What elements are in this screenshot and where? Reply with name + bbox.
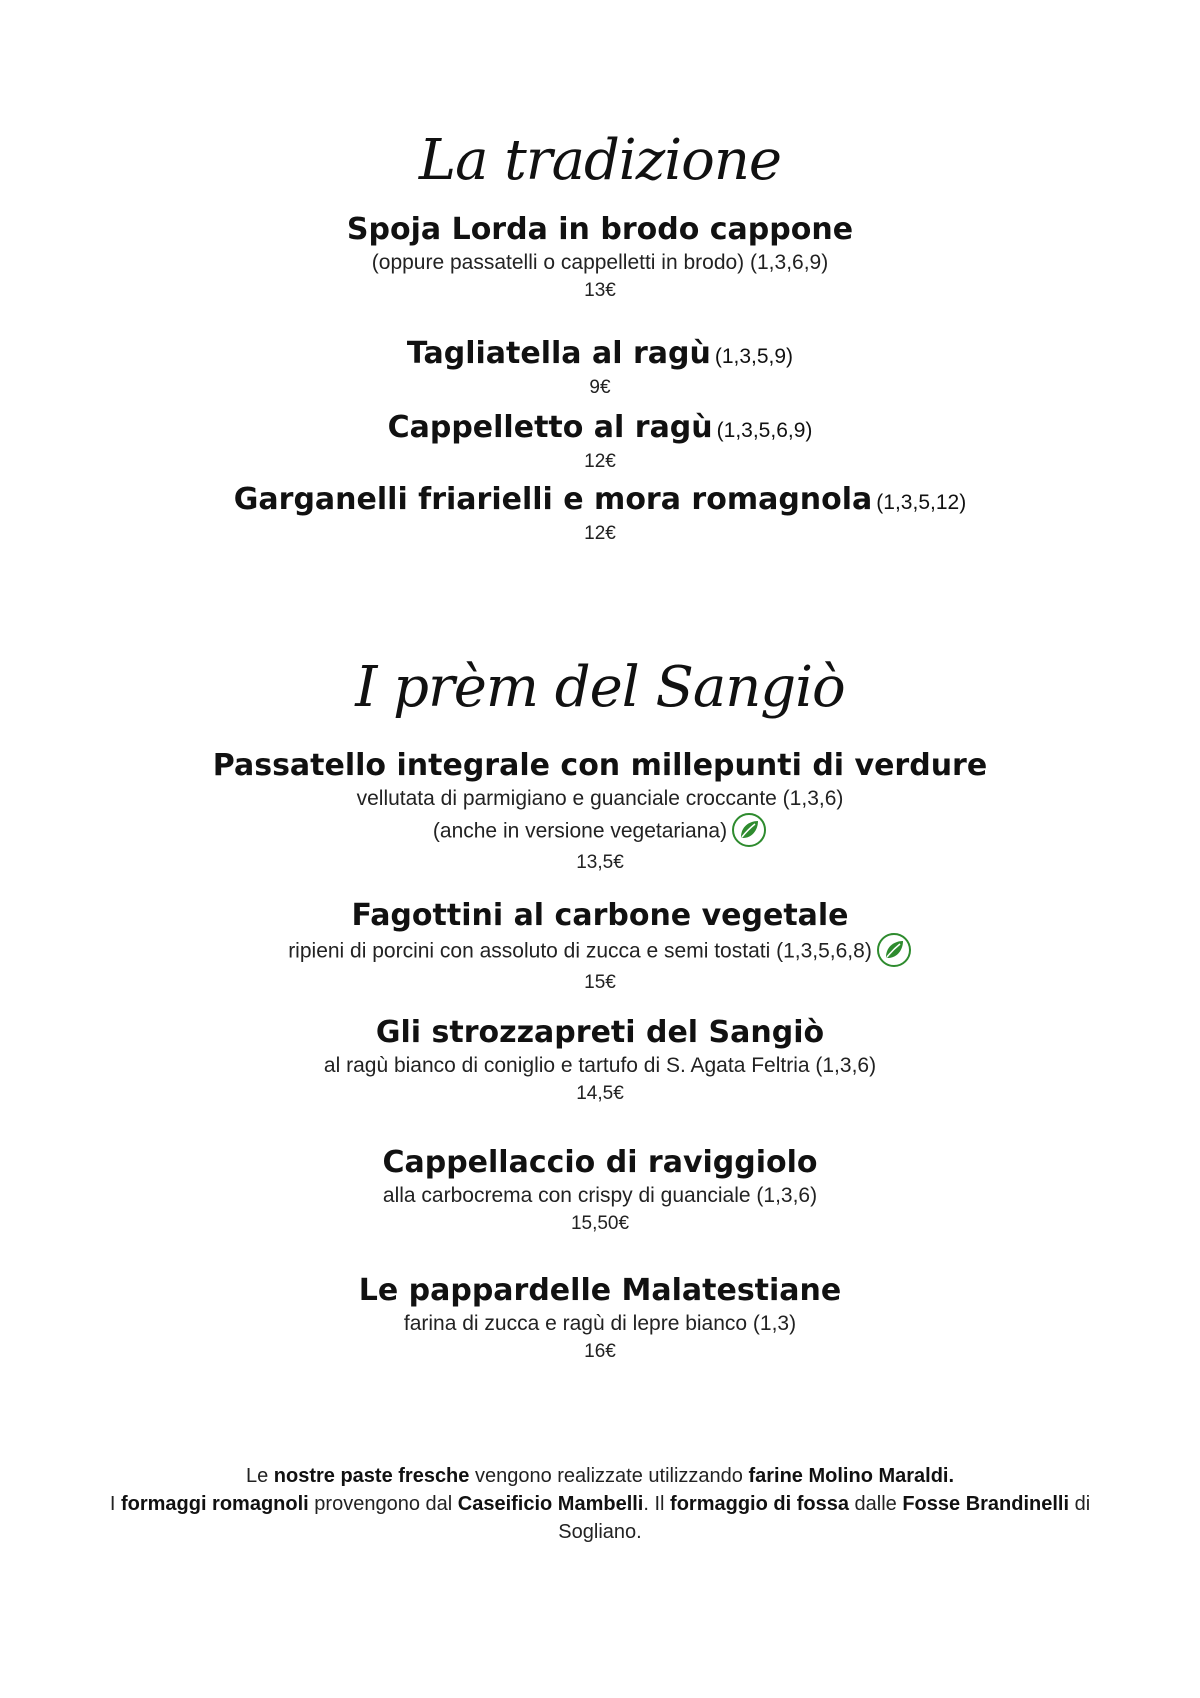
dish-tagliatella (0, 336, 1200, 401)
dish-name: Gli strozzapreti del Sangiò (375, 1015, 825, 1050)
dish-price: 15€ (584, 972, 616, 993)
dish-name: Le pappardelle Malatestiane (358, 1273, 842, 1308)
dish-fagottini (0, 898, 1200, 996)
dish-description: alla carbocrema con crispy di guanciale (1,3,6) (382, 1184, 818, 1207)
dish-price: 15,50€ (570, 1213, 630, 1234)
dish-name-row (0, 482, 1200, 521)
footer-text: I (109, 1493, 121, 1515)
dish-price: 13,5€ (576, 852, 624, 873)
dish-strozzapreti (0, 1015, 1200, 1107)
dish-name: Passatello integrale con millepunti di verdure (212, 748, 988, 783)
dish-description: vellutata di parmigiano e guanciale croccante (1,3,6) (356, 787, 844, 810)
dish-allergens: (1,3,5,12) (876, 491, 967, 514)
footer-highlight: formaggi romagnoli (120, 1493, 309, 1515)
dish-name: Cappelletto al ragù (387, 410, 713, 445)
footer-highlight: farine Molino Maraldi. (748, 1465, 955, 1487)
dish-price: 12€ (584, 523, 616, 544)
dish-allergens: (1,3,5,9) (714, 345, 794, 368)
dish-name: Spoja Lorda in brodo cappone (346, 212, 854, 247)
dish-name-row (0, 336, 1200, 375)
dish-name: Tagliatella al ragù (406, 336, 711, 371)
dish-passatello (0, 748, 1200, 876)
footer-highlight: nostre paste fresche (273, 1465, 470, 1487)
footer-note (100, 1462, 1100, 1546)
dish-price: 12€ (584, 451, 616, 472)
footer-text: provengono dal (308, 1493, 458, 1515)
dish-cappellaccio (0, 1145, 1200, 1237)
footer-highlight: Caseificio Mambelli (457, 1493, 644, 1515)
leaf-icon (731, 812, 767, 848)
dish-description-row (0, 934, 1200, 970)
dish-allergens: (1,3,5,6,9) (716, 419, 813, 442)
dish-description: (oppure passatelli o cappelletti in brodo) (1,3,6,9) (371, 251, 829, 274)
footer-line-1 (100, 1462, 1100, 1490)
footer-line-2 (100, 1490, 1100, 1546)
footer-highlight: Fosse Brandinelli (902, 1493, 1070, 1515)
dish-description: farina di zucca e ragù di lepre bianco (1,3) (403, 1312, 797, 1335)
dish-name-row (0, 410, 1200, 449)
dish-pappardelle (0, 1273, 1200, 1365)
footer-text: dalle (848, 1493, 903, 1515)
dish-price: 9€ (589, 377, 611, 398)
footer-text: Le (245, 1465, 274, 1487)
dish-spoja-lorda (0, 212, 1200, 304)
footer-text: di Sogliano. (558, 1493, 1091, 1543)
dish-price: 13€ (584, 280, 616, 301)
dish-cappelletto (0, 410, 1200, 475)
dish-name: Garganelli friarielli e mora romagnola (233, 482, 873, 517)
dish-description-row (0, 814, 1200, 850)
dish-garganelli (0, 482, 1200, 547)
section-title-prem-del-sangio: I prèm del Sangiò (355, 655, 845, 720)
footer-text: . Il (643, 1493, 671, 1515)
footer-highlight: formaggio di fossa (670, 1493, 849, 1515)
footer-text: vengono realizzate utilizzando (469, 1465, 749, 1487)
dish-price: 16€ (584, 1341, 616, 1362)
dish-name: Fagottini al carbone vegetale (351, 898, 849, 933)
section-title-tradizione: La tradizione (418, 128, 782, 193)
leaf-icon (876, 932, 912, 968)
dish-description: ripieni di porcini con assoluto di zucca e semi tostati (1,3,5,6,8) (288, 939, 872, 963)
dish-description: al ragù bianco di coniglio e tartufo di S. Agata Feltria (1,3,6) (323, 1054, 877, 1077)
dish-description-vegetarian: (anche in versione vegetariana) (432, 819, 728, 843)
dish-price: 14,5€ (576, 1083, 624, 1104)
dish-name: Cappellaccio di raviggiolo (382, 1145, 818, 1180)
